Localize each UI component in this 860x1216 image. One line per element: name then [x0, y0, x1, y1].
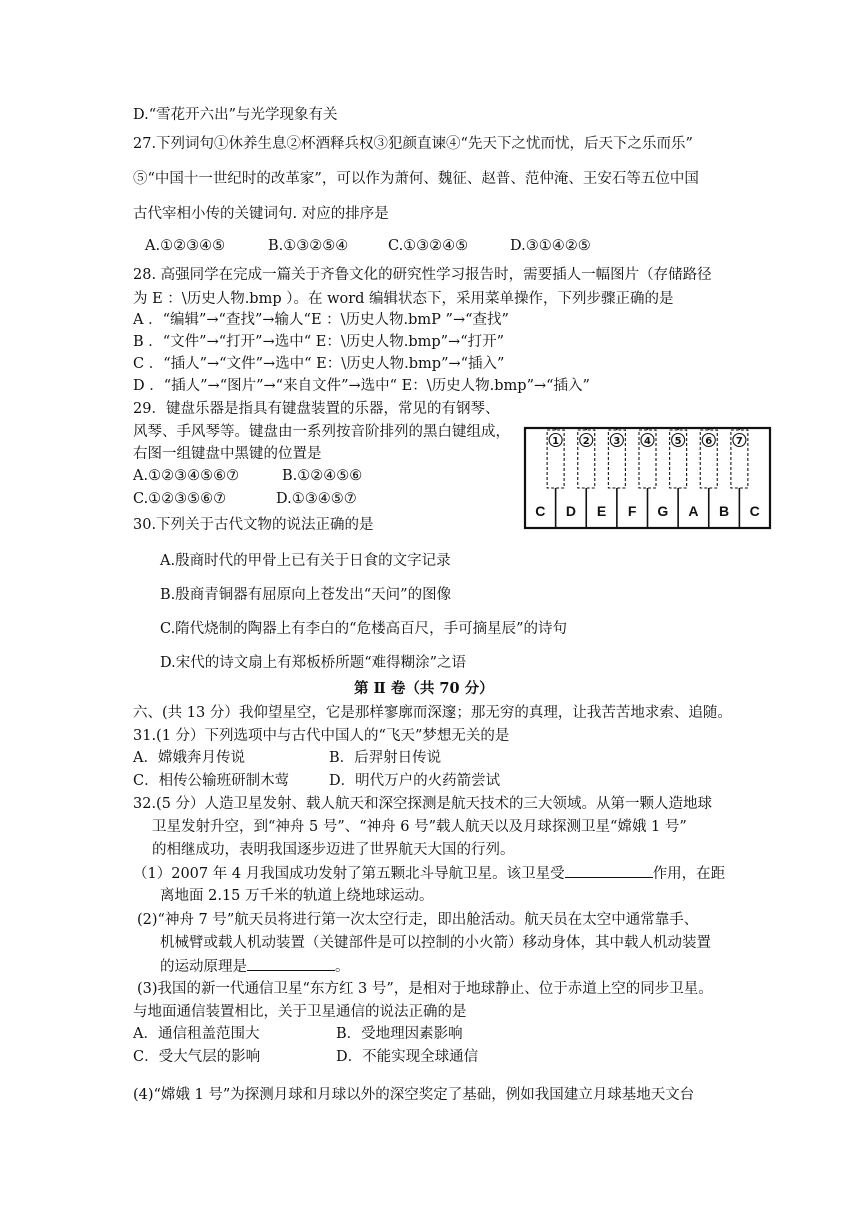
question-27-text: 27.下列词句①休养生息②杯酒释兵权③犯颜直谏④“先天下之忧而忧，后天下之乐而乐” — [133, 136, 693, 152]
question-27-text: 古代宰相小传的关键词句. 对应的排序是 — [133, 206, 389, 222]
option-c: C.隋代烧制的陶器上有李白的“危楼高百尺，手可摘星辰”的诗句 — [160, 621, 568, 637]
black-key-number: 6 — [705, 436, 713, 447]
option-a: A.①②③④⑤ — [145, 238, 226, 254]
question-32-part-4: (4)“嫦娥 1 号”为探测月球和月球以外的深空奖定了基础，例如我国建立月球基地天文台 — [133, 1087, 695, 1103]
piano-keyboard-figure — [521, 424, 774, 532]
white-key-label: C — [749, 503, 760, 519]
black-key-number: 4 — [644, 436, 651, 447]
black-key-number: 2 — [582, 436, 590, 447]
option-d: D.①③④⑤⑦ — [276, 491, 357, 507]
option-d: D．明代万户的火药箭尝试 — [329, 773, 501, 789]
option-d: D.宋代的诗文扇上有郑板桥所题“难得糊涂”之语 — [160, 655, 467, 671]
option-c: C．受大气层的影响 — [133, 1049, 261, 1065]
white-key-label: F — [627, 503, 637, 519]
white-key-label: C — [535, 503, 546, 519]
question-29-text: 风琴、手风琴等。键盘由一系列按音阶排列的黑白键组成， — [133, 424, 510, 440]
option-b: B.①③②⑤④ — [268, 238, 349, 254]
question-32-part-1: 离地面 2.15 万千米的轨道上绕地球运动。 — [160, 888, 434, 904]
black-key-number: 3 — [613, 436, 621, 447]
option-d: D ．“插人”→“图片”→“来自文件”→选中“ E：\历史人物.bmp”→“插入” — [133, 378, 590, 394]
white-key-label: G — [657, 503, 669, 519]
option-b: B．受地理因素影响 — [336, 1026, 463, 1042]
question-32-part-2: (2)“神舟 7 号”航天员将进行第一次太空行走，即出舱活动。航天员在太空中通常靠手、 — [137, 912, 699, 928]
question-27-text: ⑤“中国十一世纪时的改革家”，可以作为萧何、魏征、赵普、范仲淹、王安石等五位中国 — [133, 171, 699, 187]
question-31-text: 31.(1 分）下列选项中与古代中国人的“飞天”梦想无关的是 — [133, 728, 510, 744]
option-c: C ．“插人”→“文件”→选中“ E：\历史人物.bmp”→“插入” — [133, 356, 505, 372]
white-key-label: D — [565, 503, 576, 519]
black-key-number: 1 — [552, 436, 560, 447]
black-key-number: 7 — [735, 436, 743, 447]
question-32-part-2 — [160, 956, 350, 977]
question-29-text: 29．键盘乐器是指具有键盘装置的乐器，常见的有钢琴、 — [133, 401, 500, 417]
white-key-label: E — [596, 503, 607, 519]
option-line: D.“雪花开六出”与光学现象有关 — [133, 107, 338, 123]
option-c: C．相传公输班研制木莺 — [133, 773, 290, 789]
part-1-text-start: （1）2007 年 4 月我国成功发射了第五颗北斗导航卫星。该卫星受 — [133, 866, 565, 882]
answer-blank[interactable] — [565, 863, 653, 878]
white-key-label: A — [688, 503, 699, 519]
option-a: A.①②③④⑤⑥⑦ — [133, 468, 240, 484]
section-intro: 六、(共 13 分）我仰望星空，它是那样寥廓而深邃；那无穷的真理，让我苦苦地求索、追随。 — [133, 705, 732, 721]
option-b: B ．“文件”→“打开”→选中“ E：\历史人物.bmp”→“打开” — [133, 334, 505, 350]
question-32-part-1 — [133, 863, 725, 884]
part-2-text-end: 。 — [335, 959, 350, 975]
question-28-text: 28. 高强同学在完成一篇关于齐鲁文化的研究性学习报告时，需要插人一幅图片（存储路径 — [133, 267, 712, 283]
question-32-part-2: 机械臂或载人机动装置（关键部件是可以控制的小火箭）移动身体，其中载人机动装置 — [160, 935, 711, 951]
option-a: A．通信租盖范围大 — [133, 1026, 260, 1042]
question-28-text: 为 E ：\历史人物.bmp ）。在 word 编辑状态下，采用菜单操作，下列步骤正确的是 — [133, 291, 674, 307]
black-key-number: 5 — [674, 436, 682, 447]
option-b: B.①②④⑤⑥ — [282, 468, 363, 484]
question-30-text: 30.下列关于古代文物的说法正确的是 — [133, 517, 374, 533]
option-c: C.①③②④⑤ — [388, 238, 469, 254]
part-2-text-start: 的运动原理是 — [160, 959, 247, 975]
option-a: A．嫦娥奔月传说 — [133, 750, 245, 766]
answer-blank[interactable] — [247, 956, 335, 971]
option-d: D.③①④②⑤ — [510, 238, 591, 254]
part-1-text-end: 作用，在距 — [652, 866, 726, 882]
white-key-label: B — [719, 503, 730, 519]
option-c: C.①②③⑤⑥⑦ — [133, 491, 227, 507]
option-a: A ．“编辑”→“查找”→输人“E ：\历史人物.bmP ”→“查找” — [133, 312, 509, 328]
section-heading: 第 Ⅱ 卷（共 70 分） — [354, 680, 494, 697]
option-b: B.殷商青铜器有屈原向上苍发出“天问”的图像 — [160, 587, 452, 603]
question-32-part-3: 与地面通信装置相比，关于卫星通信的说法正确的是 — [133, 1004, 467, 1020]
option-b: B．后羿射日传说 — [329, 750, 442, 766]
question-29-text: 右图一组键盘中黑键的位置是 — [133, 446, 322, 462]
question-32-text: 的相继成功，表明我国逐步迈进了世界航天大国的行列。 — [152, 842, 515, 858]
question-32-text: 32.(5 分）人造卫星发射、载人航天和深空探测是航天技术的三大领域。从第一颗人造地球 — [133, 796, 713, 812]
option-a: A.殷商时代的甲骨上已有关于日食的文字记录 — [160, 553, 451, 569]
question-32-text: 卫星发射升空，到“神舟 5 号”、“神舟 6 号”载人航天以及月球探测卫星“嫦娥 1 号” — [152, 819, 687, 835]
option-d: D．不能实现全球通信 — [336, 1049, 479, 1065]
question-32-part-3: (3)我国的新一代通信卫星“东方红 3 号”，是相对于地球静止、位于赤道上空的同步卫星。 — [137, 981, 713, 997]
